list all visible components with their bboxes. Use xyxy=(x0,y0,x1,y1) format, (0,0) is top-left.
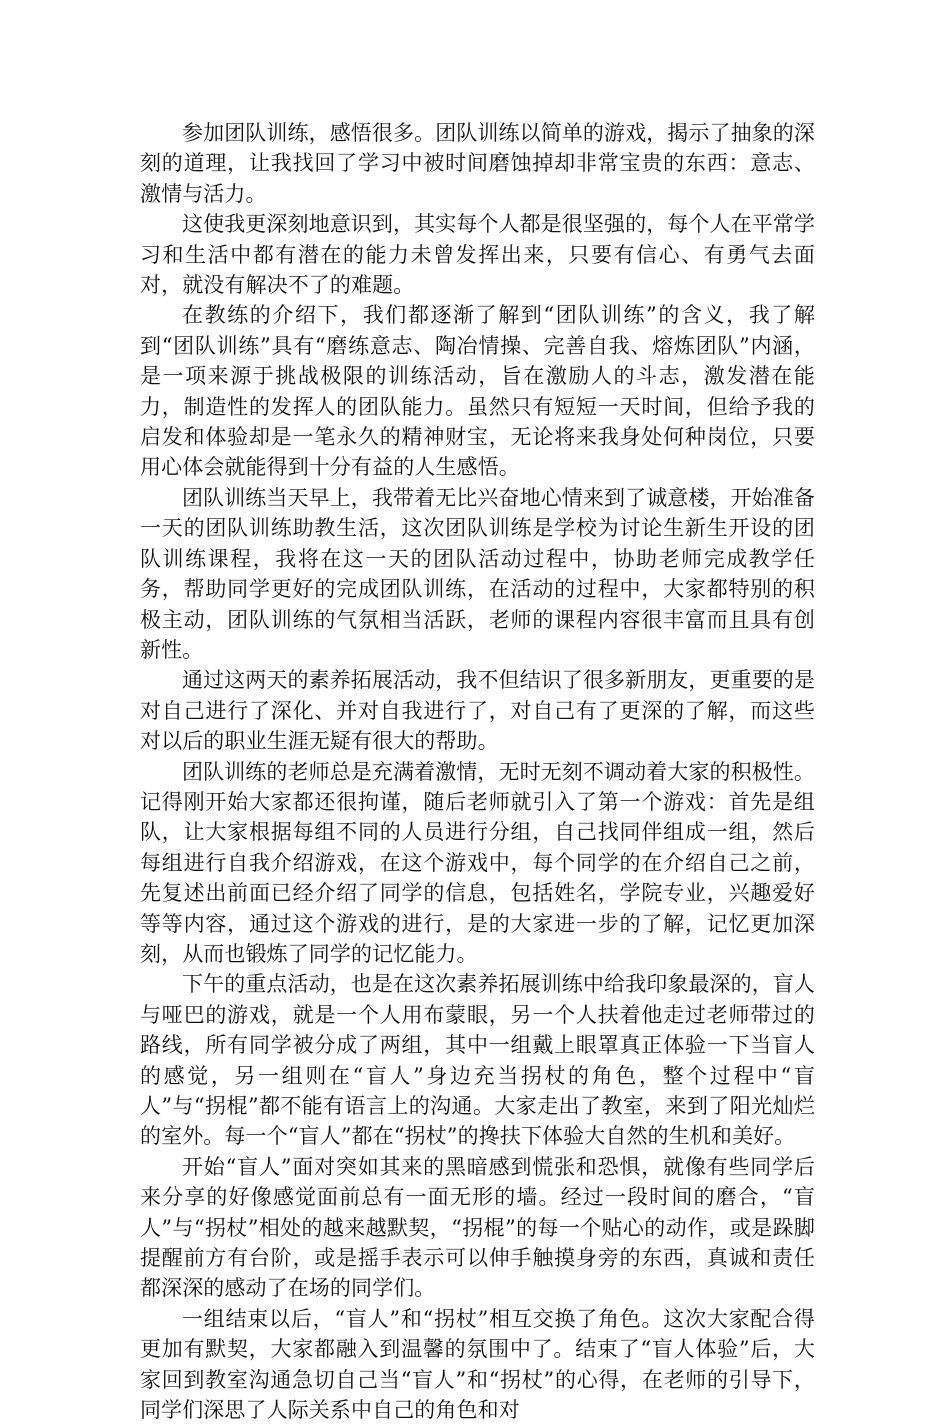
paragraph: 下午的重点活动，也是在这次素养拓展训练中给我印象最深的，盲人与哑巴的游戏，就是一个人用布蒙眼，另一个人扶着他走过老师带过的路线，所有同学被分成了两组，其中一组戴上眼罩真正体验一下当盲人的感觉，另一组则在“盲人”身边充当拐杖的角色，整个过程中“盲人”与“拐棍”都不能有语言上的沟通。大家走出了教室，来到了阳光灿烂的室外。每一个“盲人”都在“拐杖”的搀扶下体验大自然的生机和美好。 xyxy=(140,972,815,1149)
paragraph: 团队训练的老师总是充满着激情，无时无刻不调动着大家的积极性。记得刚开始大家都还很拘谨，随后老师就引入了第一个游戏：首先是组队，让大家根据每组不同的人员进行分组，自己找同伴组成一组，然后每组进行自我介绍游戏，在这个游戏中，每个同学的在介绍自己之前，先复述出前面已经介绍了同学的信息，包括姓名，学院专业，兴趣爱好等等内容，通过这个游戏的进行，是的大家进一步的了解，记忆更加深刻，从而也锻炼了同学的记忆能力。 xyxy=(140,759,815,966)
paragraph: 通过这两天的素养拓展活动，我不但结识了很多新朋友，更重要的是对自己进行了深化、并对自我进行了，对自己有了更深的了解，而这些对以后的职业生涯无疑有很大的帮助。 xyxy=(140,668,815,754)
paragraph: 一组结束以后，“盲人”和“拐杖”相互交换了角色。这次大家配合得更加有默契，大家都融入到温馨的氛围中了。结束了“盲人体验”后，大家回到教室沟通急切自己当“盲人”和“拐杖”的心得，在老师的引导下，同学们深思了人际关系中自己的角色和对 xyxy=(140,1306,815,1423)
document-body xyxy=(140,118,815,1425)
paragraph: 参加团队训练，感悟很多。团队训练以简单的游戏，揭示了抽象的深刻的道理，让我找回了学习中被时间磨蚀掉却非常宝贵的东西：意志、激情与活力。 xyxy=(140,121,815,206)
paragraph: 团队训练当天早上，我带着无比兴奋地心情来到了诚意楼，开始准备一天的团队训练助教生活，这次团队训练是学校为讨论生新生开设的团队训练课程，我将在这一天的团队活动过程中，协助老师完成教学任务，帮助同学更好的完成团队训练，在活动的过程中，大家都特别的积极主动，团队训练的气氛相当活跃，老师的课程内容很丰富而且具有创新性。 xyxy=(140,485,815,662)
paragraph: 开始“盲人”面对突如其来的黑暗感到慌张和恐惧，就像有些同学后来分享的好像感觉面前总有一面无形的墙。经过一段时间的磨合，“盲人”与“拐杖”相处的越来越默契，“拐棍”的每一个贴心的动作，或是跺脚提醒前方有台阶，或是摇手表示可以伸手触摸身旁的东西，真诚和责任都深深的感动了在场的同学们。 xyxy=(140,1154,815,1301)
paragraph: 在教练的介绍下，我们都逐渐了解到“团队训练”的含义，我了解到“团队训练”具有“磨练意志、陶冶情操、完善自我、熔炼团队”内涵，是一项来源于挑战极限的训练活动，旨在激励人的斗志，激发潜在能力，制造性的发挥人的团队能力。虽然只有短短一天时间，但给予我的启发和体验却是一笔永久的精神财宝，无论将来我身处何种岗位，只要用心体会就能得到十分有益的人生感悟。 xyxy=(140,303,815,480)
paragraph: 这使我更深刻地意识到，其实每个人都是很坚强的，每个人在平常学习和生活中都有潜在的能力未曾发挥出来，只要有信心、有勇气去面对，就没有解决不了的难题。 xyxy=(140,212,815,298)
